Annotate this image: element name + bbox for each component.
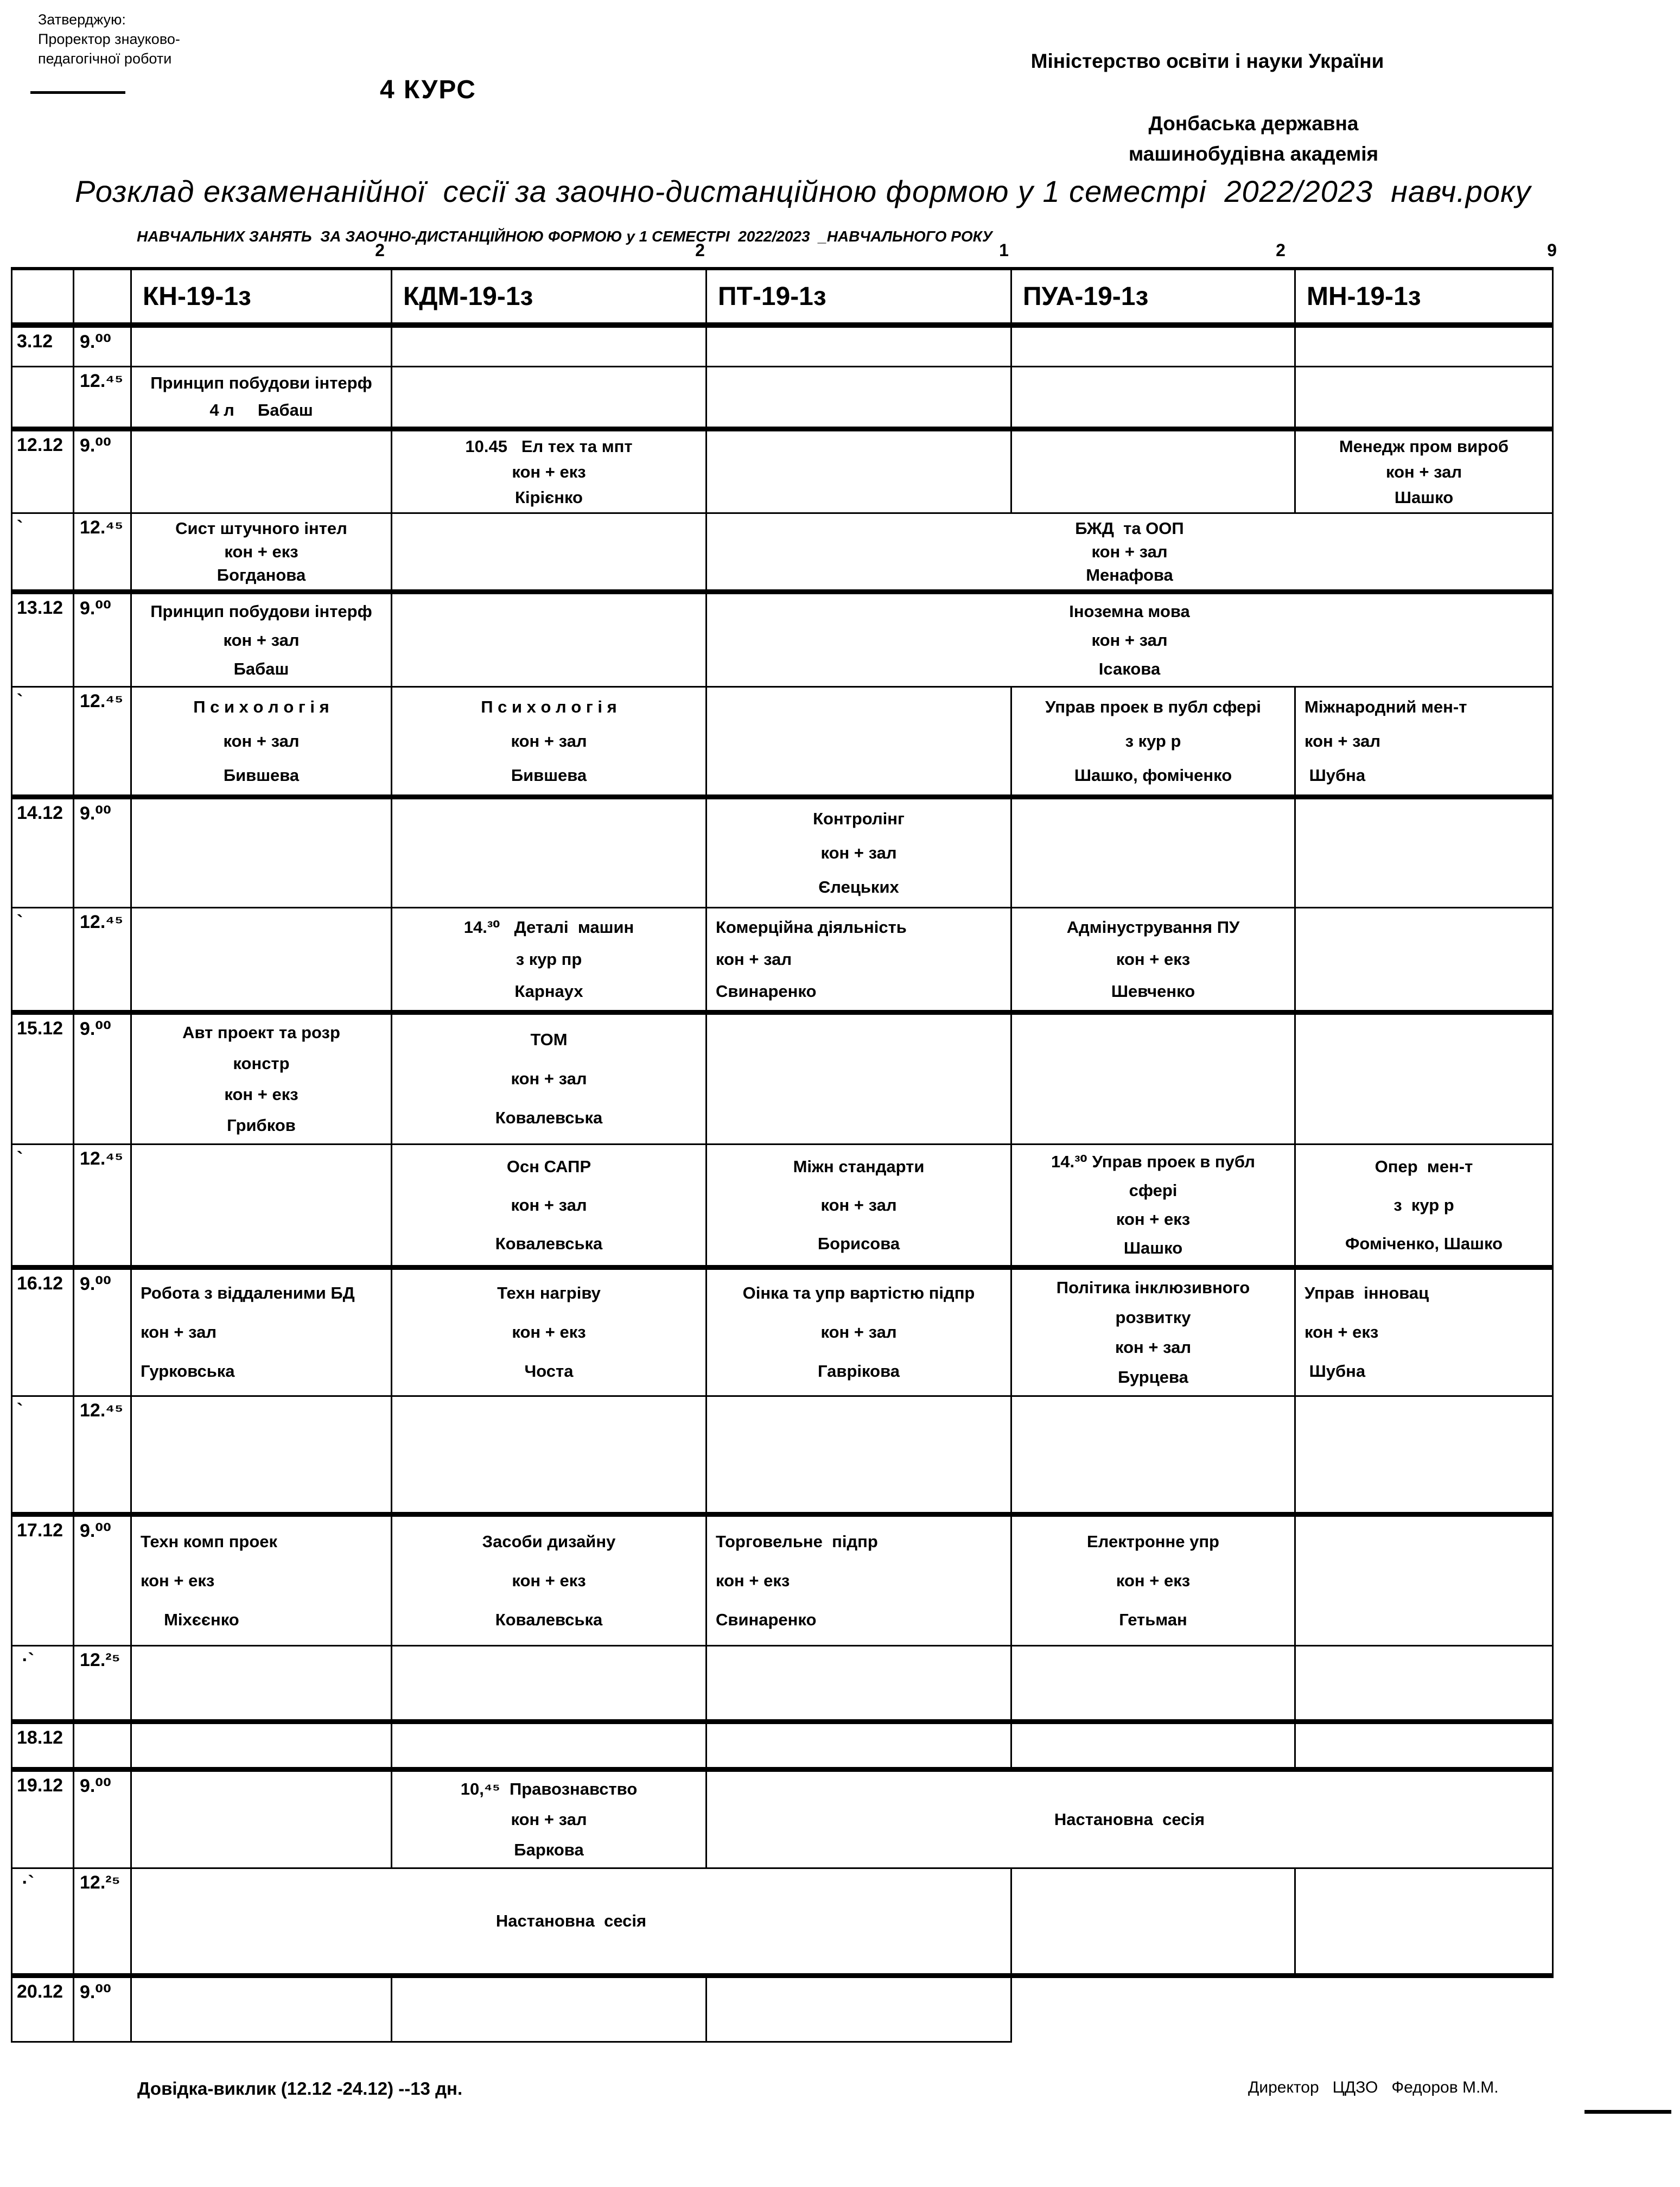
date-cell: 15.12 <box>12 1012 74 1144</box>
column-header-КН-19-1з: КН-19-1з <box>131 269 392 325</box>
time-cell: 12.²⁵ <box>74 1645 131 1721</box>
cell-line: кон + зал <box>820 843 897 862</box>
cell-line: кон + зал <box>716 949 792 969</box>
ruler-number: 2 <box>375 240 385 260</box>
cell-line: 14.³⁰ Управ проек в публ <box>1051 1152 1255 1171</box>
cell-line: Ісакова <box>1098 659 1161 678</box>
schedule-cell <box>1295 797 1553 907</box>
time-cell: 12.⁴⁵ <box>74 686 131 797</box>
cell-line: Бившева <box>511 765 587 785</box>
date-cell <box>12 366 74 429</box>
cell-line: кон + екз <box>141 1571 215 1590</box>
time-cell: 9.⁰⁰ <box>74 1267 131 1396</box>
date-cell: 17.12 <box>12 1514 74 1645</box>
academy-line: Донбаська державна <box>1148 112 1359 135</box>
date-cell: 18.12 <box>12 1721 74 1769</box>
schedule-cell <box>707 1975 1011 2042</box>
approve-line: Проректор знауково- <box>38 31 180 47</box>
cell-line: констр <box>233 1054 290 1073</box>
cell-line: Гурковська <box>141 1362 235 1381</box>
date-cell: 20.12 <box>12 1975 74 2042</box>
schedule-cell <box>707 797 1011 907</box>
course-title: 4 КУРС <box>380 75 476 104</box>
ruler-number: 2 <box>695 240 705 260</box>
schedule-cell <box>392 907 707 1012</box>
table-row <box>12 1514 1553 1645</box>
time-cell: 9.⁰⁰ <box>74 1012 131 1144</box>
cell-line: кон + екз <box>224 1085 298 1104</box>
schedule-cell <box>1011 429 1295 513</box>
cell-line: Шубна <box>1304 1362 1366 1381</box>
column-header-ПТ-19-1з: ПТ-19-1з <box>707 269 1011 325</box>
schedule-cell <box>131 1868 1011 1975</box>
schedule-cell <box>131 1721 392 1769</box>
schedule-cell <box>131 1975 392 2042</box>
schedule-cell <box>131 907 392 1012</box>
schedule-cell <box>131 1012 392 1144</box>
cell-line: Ковалевська <box>495 1610 603 1629</box>
schedule-cell <box>707 429 1011 513</box>
schedule-cell <box>1011 1721 1295 1769</box>
table-row <box>12 592 1553 686</box>
cell-line: Свинаренко <box>716 1610 817 1629</box>
ruler-number: 9 <box>1547 240 1557 260</box>
table-row <box>12 1144 1553 1267</box>
schedule-cell <box>1295 1267 1553 1396</box>
cell-line: кон + екз <box>1116 1210 1191 1229</box>
time-cell: 12.⁴⁵ <box>74 907 131 1012</box>
schedule-cell <box>707 1721 1011 1769</box>
cell-line: кон + зал <box>1385 462 1462 481</box>
cell-line: Міхєєнко <box>141 1610 239 1629</box>
cell-line: Шашко <box>1123 1238 1183 1257</box>
schedule-cell <box>131 686 392 797</box>
footer-note: Довідка-виклик (12.12 -24.12) --13 дн. <box>137 2078 463 2099</box>
schedule-cell <box>131 429 392 513</box>
document-title: Розклад екзаменанійної сесії за заочно-дистанційною формою у 1 семестрі 2022/2023 навч.року <box>75 174 1531 208</box>
signature-line <box>30 91 125 94</box>
cell-line: кон + зал <box>1304 731 1381 751</box>
time-cell: 9.⁰⁰ <box>74 592 131 686</box>
cell-line: Фоміченко, Шашко <box>1345 1234 1503 1253</box>
schedule-cell <box>131 1645 392 1721</box>
time-cell: 12.⁴⁵ <box>74 1396 131 1514</box>
table-row <box>12 1645 1553 1721</box>
date-cell: 16.12 <box>12 1267 74 1396</box>
column-header-КДМ-19-1з: КДМ-19-1з <box>392 269 707 325</box>
date-cell: ·` <box>12 1645 74 1721</box>
schedule-cell <box>131 1769 392 1868</box>
cell-line: 4 л Бабаш <box>209 400 313 419</box>
cell-line: Чоста <box>524 1362 574 1381</box>
cell-line: Політика інклюзивного <box>1056 1278 1250 1297</box>
schedule-cell <box>131 1396 392 1514</box>
time-cell: 9.⁰⁰ <box>74 325 131 366</box>
schedule-cell <box>392 513 707 592</box>
schedule-cell <box>392 686 707 797</box>
schedule-cell <box>392 1012 707 1144</box>
column-header-МН-19-1з: МН-19-1з <box>1295 269 1553 325</box>
cell-line: Опер мен-т <box>1374 1156 1473 1176</box>
schedule-cell <box>707 1012 1011 1144</box>
schedule-cell <box>1295 325 1553 366</box>
cell-line: Гаврікова <box>818 1362 900 1381</box>
schedule-cell <box>707 686 1011 797</box>
cell-line: Управ інновац <box>1304 1283 1429 1302</box>
cell-line: Контролінг <box>813 809 905 828</box>
schedule-cell <box>1011 1396 1295 1514</box>
table-row <box>12 325 1553 366</box>
schedule-cell <box>392 1975 707 2042</box>
schedule-cell <box>1295 429 1553 513</box>
cell-line: Кірієнко <box>515 487 583 507</box>
schedule-cell <box>1011 1144 1295 1267</box>
cell-line: з кур р <box>1125 731 1181 751</box>
cell-line: Богданова <box>217 565 306 584</box>
cell-line: Сист штучного інтел <box>175 518 347 538</box>
cell-line: Менафова <box>1086 565 1173 584</box>
schedule-cell <box>131 1144 392 1267</box>
cell-line: Шубна <box>1304 765 1366 785</box>
cell-line: кон + зал <box>1115 1338 1192 1357</box>
cell-line: Торговельне підпр <box>716 1531 878 1551</box>
cell-line: 14.³⁰ Деталі машин <box>463 917 634 937</box>
document-subtitle: НАВЧАЛЬНИХ ЗАНЯТЬ ЗА ЗАОЧНО-ДИСТАНЦІЙНОЮ ФОРМОЮ у 1 СЕМЕСТРІ 2022/2023 _НАВЧАЛЬНОГО РОКУ <box>137 228 992 245</box>
ruler-number: 2 <box>1276 240 1286 260</box>
date-cell: 14.12 <box>12 797 74 907</box>
cell-line: 10.45 Ел тех та мпт <box>465 436 633 456</box>
schedule-cell <box>1295 1012 1553 1144</box>
cell-line: кон + екз <box>512 1571 586 1590</box>
cell-line: Техн нагріву <box>497 1283 601 1302</box>
table-row <box>12 1267 1553 1396</box>
schedule-cell <box>707 1769 1553 1868</box>
schedule-cell <box>707 513 1553 592</box>
cell-line: Шашко <box>1394 487 1454 507</box>
schedule-cell <box>1011 325 1295 366</box>
time-cell <box>74 1721 131 1769</box>
schedule-cell <box>392 1267 707 1396</box>
time-cell: 12.²⁵ <box>74 1868 131 1975</box>
cell-line: кон + екз <box>1116 949 1191 969</box>
cell-line: БЖД та ООП <box>1075 518 1184 538</box>
table-row <box>12 797 1553 907</box>
cell-line: 10,⁴⁵ Правознавство <box>460 1779 638 1798</box>
time-cell: 9.⁰⁰ <box>74 1975 131 2042</box>
schedule-cell <box>1011 797 1295 907</box>
cell-line: Настановна сесія <box>495 1911 647 1930</box>
date-cell: 13.12 <box>12 592 74 686</box>
cell-line: кон + зал <box>1091 542 1168 561</box>
schedule-cell <box>131 325 392 366</box>
time-cell: 12.⁴⁵ <box>74 1144 131 1267</box>
date-cell: 12.12 <box>12 429 74 513</box>
cell-line: кон + зал <box>1091 630 1168 650</box>
cell-line: Іноземна мова <box>1069 601 1190 621</box>
schedule-cell <box>392 1144 707 1267</box>
cell-line: Управ проек в публ сфері <box>1045 697 1261 716</box>
schedule-cell <box>392 797 707 907</box>
time-cell: 9.⁰⁰ <box>74 797 131 907</box>
date-cell: ` <box>12 1396 74 1514</box>
cell-line: Грибков <box>227 1116 296 1135</box>
cell-line: Єлецьких <box>818 878 899 897</box>
table-row <box>12 1769 1553 1868</box>
cell-line: кон + зал <box>511 1809 587 1829</box>
footer-director: Директор ЦДЗО Федоров М.М. <box>1248 2078 1499 2096</box>
cell-line: кон + зал <box>820 1195 897 1215</box>
corner-time-header <box>74 269 131 325</box>
cell-line: кон + екз <box>1304 1323 1379 1342</box>
schedule-cell <box>1295 686 1553 797</box>
cell-line: з кур пр <box>516 949 582 969</box>
time-cell: 9.⁰⁰ <box>74 1514 131 1645</box>
cell-line: кон + зал <box>223 630 300 650</box>
academy-line: машинобудівна академія <box>1128 143 1379 165</box>
schedule-cell <box>392 592 707 686</box>
time-cell: 12.⁴⁵ <box>74 513 131 592</box>
date-cell: ` <box>12 907 74 1012</box>
cell-line: кон + зал <box>511 1069 587 1088</box>
cell-line: Баркова <box>514 1840 584 1859</box>
cell-line: Гетьман <box>1119 1610 1187 1629</box>
schedule-cell <box>1011 1514 1295 1645</box>
cell-line: Адмінустрування ПУ <box>1066 917 1240 937</box>
schedule-cell <box>1011 686 1295 797</box>
schedule-cell <box>131 1514 392 1645</box>
cell-line: Настановна сесія <box>1054 1809 1205 1829</box>
cell-line: кон + екз <box>512 1323 586 1342</box>
cell-line: кон + зал <box>511 731 587 751</box>
cell-line: П с и х о л о г і я <box>481 697 617 716</box>
schedule-cell <box>1011 1012 1295 1144</box>
time-cell: 9.⁰⁰ <box>74 429 131 513</box>
schedule-cell <box>707 366 1011 429</box>
cell-line: кон + зал <box>820 1323 897 1342</box>
table-row <box>12 429 1553 513</box>
ruler-number: 1 <box>999 240 1009 260</box>
cell-line: П с и х о л о г і я <box>193 697 329 716</box>
empty-region <box>1295 1975 1553 2042</box>
approve-line: педагогічної роботи <box>38 50 172 67</box>
schedule-cell <box>392 366 707 429</box>
schedule-cell <box>1295 907 1553 1012</box>
cell-line: Техн комп проек <box>141 1531 278 1551</box>
empty-region <box>1011 1975 1295 2042</box>
schedule-cell <box>1011 1868 1295 1975</box>
schedule-cell <box>707 325 1011 366</box>
cell-line: Борисова <box>817 1234 900 1253</box>
time-cell: 12.⁴⁵ <box>74 366 131 429</box>
cell-line: розвитку <box>1115 1308 1191 1327</box>
schedule-cell <box>131 1267 392 1396</box>
cell-line: Міжн стандарти <box>793 1156 925 1176</box>
time-cell: 9.⁰⁰ <box>74 1769 131 1868</box>
date-cell: 19.12 <box>12 1769 74 1868</box>
column-header-ПУА-19-1з: ПУА-19-1з <box>1011 269 1295 325</box>
cell-line: Електронне упр <box>1087 1531 1219 1551</box>
director-signature-line <box>1584 2110 1671 2114</box>
cell-line: Ковалевська <box>495 1108 603 1127</box>
cell-line: кон + екз <box>512 462 586 481</box>
schedule-cell <box>1295 1721 1553 1769</box>
date-cell: ` <box>12 513 74 592</box>
schedule-cell <box>1011 907 1295 1012</box>
table-row <box>12 1975 1553 2042</box>
cell-line: Оінка та упр вартістю підпр <box>742 1283 975 1302</box>
schedule-cell <box>392 1396 707 1514</box>
schedule-cell <box>392 429 707 513</box>
cell-line: Міжнародний мен-т <box>1304 697 1467 716</box>
cell-line: Комерційна діяльність <box>716 917 907 937</box>
table-row <box>12 513 1553 592</box>
approve-block <box>38 10 180 68</box>
schedule-cell <box>707 1144 1011 1267</box>
ministry-line: Міністерство освіти і науки України <box>1030 50 1384 72</box>
schedule-cell <box>707 1267 1011 1396</box>
table-row <box>12 1868 1553 1975</box>
cell-line: кон + зал <box>141 1323 217 1342</box>
cell-line: Принцип побудови інтерф <box>150 601 372 621</box>
corner-date-header <box>12 269 74 325</box>
table-row <box>12 1396 1553 1514</box>
cell-line: Шевченко <box>1111 981 1195 1001</box>
schedule-cell <box>1295 1645 1553 1721</box>
cell-line: ТОМ <box>530 1030 568 1049</box>
cell-line: кон + зал <box>511 1195 587 1215</box>
schedule-cell <box>707 1396 1011 1514</box>
schedule-cell <box>131 797 392 907</box>
schedule-cell <box>131 366 392 429</box>
approve-line: Затверджую: <box>38 11 126 28</box>
schedule-cell <box>707 1645 1011 1721</box>
schedule-cell <box>1295 366 1553 429</box>
schedule-cell <box>1011 1645 1295 1721</box>
date-cell: ` <box>12 1144 74 1267</box>
schedule-cell <box>131 513 392 592</box>
table-row <box>12 1721 1553 1769</box>
cell-line: Осн САПР <box>506 1156 591 1176</box>
cell-line: сфері <box>1129 1181 1178 1200</box>
cell-line: кон + екз <box>1116 1571 1191 1590</box>
schedule-cell <box>1295 1868 1553 1975</box>
schedule-table-wrap <box>11 267 1554 2043</box>
schedule-cell <box>1295 1396 1553 1514</box>
cell-line: Принцип побудови інтерф <box>150 373 372 392</box>
schedule-cell <box>392 325 707 366</box>
cell-line: Менедж пром вироб <box>1339 436 1509 456</box>
schedule-cell <box>392 1645 707 1721</box>
cell-line: кон + зал <box>223 731 300 751</box>
cell-line: Авт проект та розр <box>182 1023 340 1042</box>
schedule-cell <box>707 907 1011 1012</box>
table-row <box>12 907 1553 1012</box>
schedule-cell <box>1011 1267 1295 1396</box>
academy-block <box>1061 109 1446 169</box>
schedule-cell <box>392 1514 707 1645</box>
schedule-cell <box>392 1721 707 1769</box>
schedule-cell <box>1295 1514 1553 1645</box>
cell-line: Бабаш <box>233 659 289 678</box>
cell-line: Бившева <box>223 765 300 785</box>
schedule-table <box>11 267 1554 2043</box>
cell-line: кон + екз <box>224 542 298 561</box>
table-row <box>12 1012 1553 1144</box>
date-cell: ` <box>12 686 74 797</box>
cell-line: Шашко, фоміченко <box>1074 765 1232 785</box>
schedule-cell <box>707 1514 1011 1645</box>
schedule-cell <box>1295 1144 1553 1267</box>
cell-line: Карнаух <box>514 981 583 1001</box>
cell-line: Робота з віддаленими БД <box>141 1283 355 1302</box>
cell-line: Бурцева <box>1118 1368 1188 1387</box>
schedule-cell <box>707 592 1553 686</box>
cell-line: з кур р <box>1393 1195 1454 1215</box>
cell-line: Засоби дизайну <box>482 1531 616 1551</box>
cell-line: Ковалевська <box>495 1234 603 1253</box>
cell-line: кон + екз <box>716 1571 790 1590</box>
date-cell: 3.12 <box>12 325 74 366</box>
schedule-cell <box>131 592 392 686</box>
schedule-cell <box>1011 366 1295 429</box>
date-cell: ·` <box>12 1868 74 1975</box>
table-row <box>12 366 1553 429</box>
schedule-cell <box>392 1769 707 1868</box>
cell-line: Свинаренко <box>716 981 817 1001</box>
table-row <box>12 686 1553 797</box>
